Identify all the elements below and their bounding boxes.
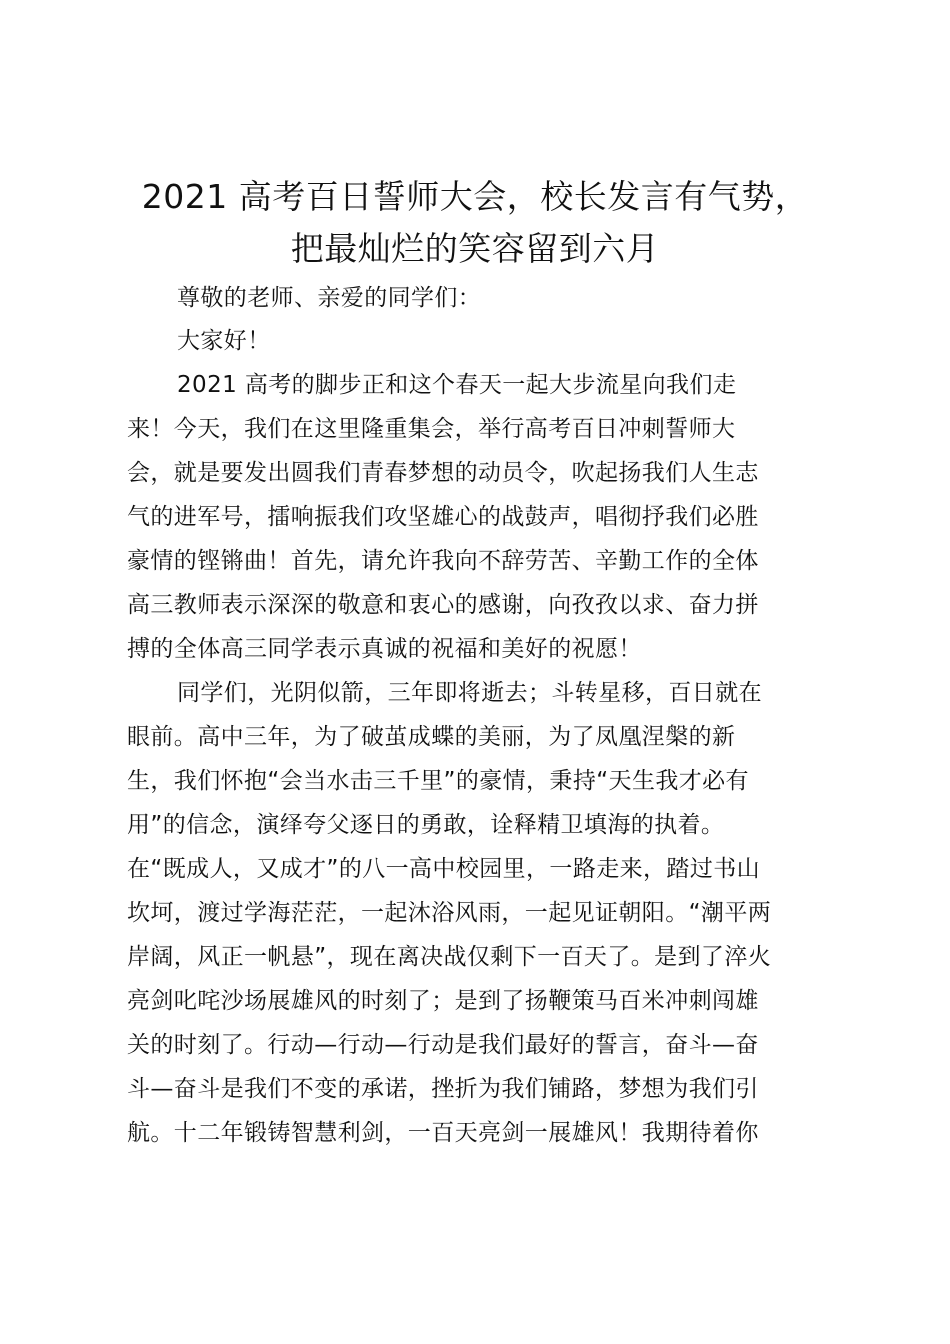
greeting-line: 大家好！: [177, 328, 271, 354]
paragraph-1-line-2: 来！今天，我们在这里隆重集会，举行高考百日冲刺誓师大: [127, 416, 736, 442]
paragraph-1-line-7: 搏的全体高三同学表示真诚的祝福和美好的祝愿！: [127, 636, 642, 662]
paragraph-2-line-3: 生，我们怀抱“会当水击三千里”的豪情，秉持“天生我才必有: [127, 768, 749, 794]
paragraph-2-line-8: 亮剑叱咤沙场展雄风的时刻了；是到了扬鞭策马百米冲刺闯雄: [127, 988, 759, 1014]
paragraph-2-line-2: 眼前。高中三年，为了破茧成蝶的美丽，为了凤凰涅槃的新: [127, 724, 736, 750]
paragraph-2-line-6: 坎坷，渡过学海茫茫，一起沐浴风雨，一起见证朝阳。“潮平两: [127, 900, 772, 926]
paragraph-1-line-1: 2021 高考的脚步正和这个春天一起大步流星向我们走: [177, 372, 737, 398]
paragraph-1-line-4: 气的进军号，擂响振我们攻坚雄心的战鼓声，唱彻抒我们必胜: [127, 504, 759, 530]
title-line-2: 把最灿烂的笑容留到六月: [290, 229, 660, 268]
paragraph-1-line-6: 高三教师表示深深的敬意和衷心的感谢，向孜孜以求、奋力拼: [127, 592, 759, 618]
paragraph-1-line-5: 豪情的铿锵曲！首先，请允许我向不辞劳苦、辛勤工作的全体: [127, 548, 759, 574]
paragraph-2-line-11: 航。十二年锻铸智慧利剑，一百天亮剑一展雄风！我期待着你: [127, 1120, 759, 1146]
paragraph-1-line-3: 会，就是要发出圆我们青春梦想的动员令，吹起扬我们人生志: [127, 460, 759, 486]
paragraph-2-line-7: 岸阔，风正一帆悬”，现在离决战仅剩下一百天了。是到了淬火: [127, 944, 772, 970]
paragraph-2-line-4: 用”的信念，演绎夸父逐日的勇敢，诠释精卫填海的执着。: [127, 812, 725, 838]
paragraph-2-line-1: 同学们，光阴似箭，三年即将逝去；斗转星移，百日就在: [177, 680, 762, 706]
title-line-1: 2021 高考百日誓师大会，校长发言有气势，: [141, 177, 809, 216]
document-title: [120, 171, 830, 275]
paragraph-2-line-10: 斗—奋斗是我们不变的承诺，挫折为我们铺路，梦想为我们引: [127, 1076, 759, 1102]
salutation-line: 尊敬的老师、亲爱的同学们：: [177, 285, 482, 311]
paragraph-2-line-9: 关的时刻了。行动—行动—行动是我们最好的誓言，奋斗—奋: [127, 1032, 759, 1058]
paragraph-2-line-5: 在“既成人，又成才”的八一高中校园里，一路走来，踏过书山: [127, 856, 761, 882]
